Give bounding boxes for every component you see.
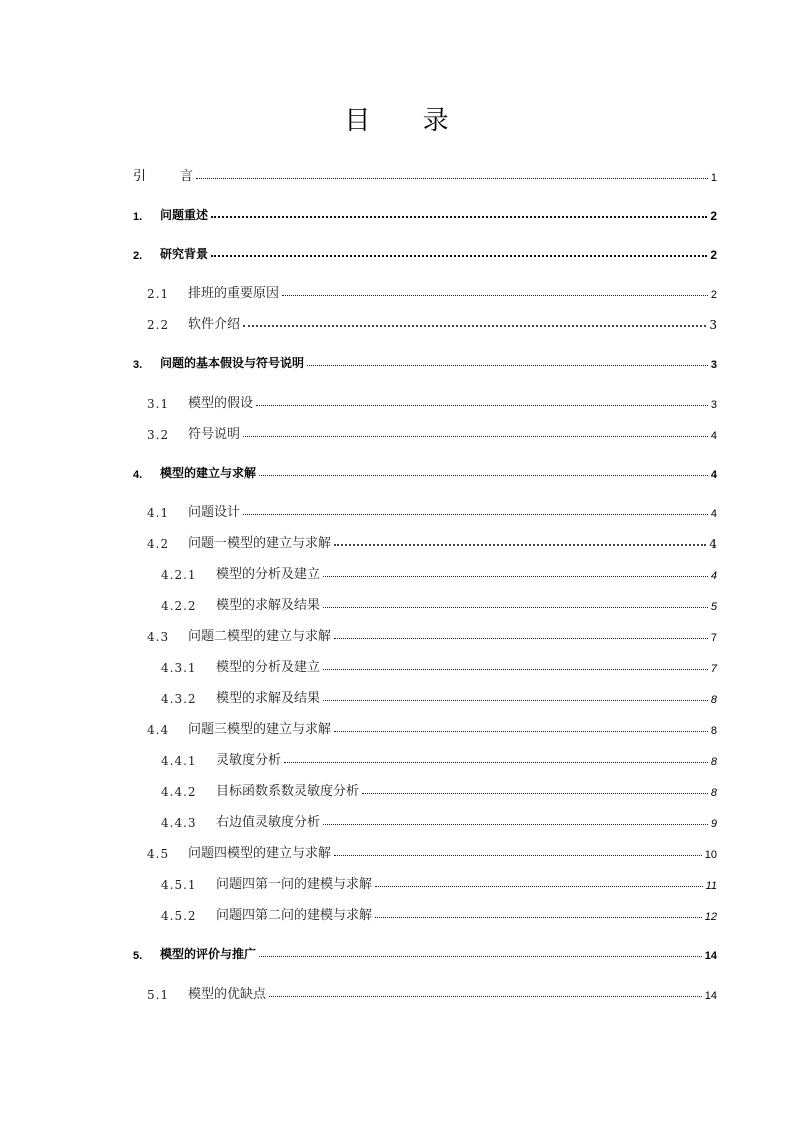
- toc-entry-page: 2: [710, 289, 717, 301]
- toc-entry-4-4[interactable]: [147, 713, 717, 737]
- toc-entry-2-1[interactable]: [147, 277, 717, 301]
- toc-entry-page: 14: [704, 990, 717, 1002]
- toc-entry-number: 4.4.2: [161, 785, 197, 799]
- toc-entry-3[interactable]: [133, 347, 717, 371]
- toc-entry-number: 5.: [133, 950, 143, 962]
- toc-entry-page: 5: [710, 601, 717, 613]
- toc-entry-text: 模型的评价与推广: [160, 947, 257, 961]
- toc-entry-text: 模型的分析及建立: [216, 660, 321, 675]
- toc-entry-page: 4: [710, 469, 717, 481]
- dot-leader: [334, 637, 708, 639]
- dot-leader: [211, 254, 707, 257]
- toc-entry-number: 3.: [133, 359, 143, 371]
- toc-entry-number: 4.5.2: [161, 909, 197, 923]
- toc-entry-page: 4: [709, 537, 717, 551]
- toc-entry-text: 模型的建立与求解: [160, 466, 257, 480]
- dot-leader: [282, 294, 708, 296]
- toc-entry-number: 4.4: [147, 723, 170, 737]
- dot-leader: [323, 823, 708, 825]
- toc-entry-text: 符号说明: [188, 427, 241, 442]
- dot-leader: [259, 955, 702, 957]
- toc-entry-5[interactable]: [133, 938, 717, 962]
- toc-entry-page: 3: [710, 359, 717, 371]
- toc-entry-4-2-2[interactable]: [161, 589, 717, 613]
- toc-entry-number: 4.1: [147, 506, 170, 520]
- toc-entry-number: 4.2.1: [161, 568, 197, 582]
- toc-entry-text: 目标函数系数灵敏度分析: [216, 784, 360, 799]
- toc-entry-page: 8: [710, 787, 717, 799]
- dot-leader: [243, 324, 706, 327]
- toc-entry-4-4-2[interactable]: [161, 775, 717, 799]
- toc-entry-3-1[interactable]: [147, 387, 717, 411]
- toc-entry-intro[interactable]: [133, 160, 717, 184]
- toc-entry-page: 1: [710, 172, 717, 184]
- toc-entry-text: 灵敏度分析: [216, 753, 282, 768]
- toc-entry-text: 问题设计: [188, 505, 241, 520]
- toc-entry-text: 排班的重要原因: [188, 286, 280, 301]
- toc-entry-number: 4.3: [147, 630, 170, 644]
- toc-entry-page: 7: [710, 632, 717, 644]
- toc-entry-2[interactable]: [133, 238, 717, 262]
- toc-entry-number: 1.: [133, 211, 143, 223]
- toc-entry-number: 4.4.1: [161, 754, 197, 768]
- toc-entry-5-1[interactable]: [147, 978, 717, 1002]
- toc-entry-4-5-1[interactable]: [161, 868, 717, 892]
- dot-leader: [284, 761, 708, 763]
- toc-entry-number: 4.5: [147, 847, 170, 861]
- toc-entry-page: 7: [710, 663, 717, 675]
- toc-entry-text: 问题重述: [160, 208, 209, 222]
- toc-entry-number: 2.1: [147, 287, 170, 301]
- toc-entry-text: 问题的基本假设与符号说明: [160, 356, 305, 370]
- dot-leader: [323, 575, 708, 577]
- dot-leader: [375, 916, 702, 918]
- dot-leader: [211, 215, 707, 218]
- toc-entry-text: 软件介绍: [188, 317, 241, 332]
- toc-entry-number: 3.2: [147, 428, 170, 442]
- toc-entry-number: 5.1: [147, 988, 170, 1002]
- toc-entry-text: 模型的求解及结果: [216, 691, 321, 706]
- toc-entry-4-5-2[interactable]: [161, 899, 717, 923]
- toc-entry-text: 问题四第二问的建模与求解: [216, 908, 373, 923]
- toc-entry-page: 4: [710, 508, 717, 520]
- toc-entry-text: 言: [180, 169, 194, 184]
- toc-entry-4-3-2[interactable]: [161, 682, 717, 706]
- dot-leader: [307, 364, 708, 366]
- toc-entry-page: 4: [710, 430, 717, 442]
- dot-leader: [243, 435, 708, 437]
- toc-entry-number: 4.3.1: [161, 661, 197, 675]
- toc-entry-2-2[interactable]: [147, 308, 717, 332]
- dot-leader: [334, 854, 702, 856]
- toc-entry-number: 4.4.3: [161, 816, 197, 830]
- toc-entry-4[interactable]: [133, 457, 717, 481]
- dot-leader: [323, 699, 708, 701]
- toc-entry-page: 12: [704, 911, 717, 923]
- toc-entry-1[interactable]: [133, 199, 717, 223]
- toc-entry-text: 问题四第一问的建模与求解: [216, 877, 373, 892]
- toc-entry-page: 8: [710, 725, 717, 737]
- toc-entry-text: 模型的求解及结果: [216, 598, 321, 613]
- dot-leader: [375, 885, 703, 887]
- toc-entry-page: 2: [710, 248, 717, 262]
- toc-entry-4-1[interactable]: [147, 496, 717, 520]
- toc-entry-page: 11: [705, 880, 717, 892]
- dot-leader: [243, 513, 708, 515]
- toc-entry-number: 3.1: [147, 397, 170, 411]
- toc-entry-number: 4.2.2: [161, 599, 197, 613]
- toc-entry-page: 8: [710, 756, 717, 768]
- dot-leader: [334, 730, 708, 732]
- toc-entry-page: 8: [710, 694, 717, 706]
- toc-entry-4-3[interactable]: [147, 620, 717, 644]
- dot-leader: [334, 543, 706, 546]
- toc-entry-4-2-1[interactable]: [161, 558, 717, 582]
- toc-entry-4-5[interactable]: [147, 837, 717, 861]
- toc-entry-number: 2.: [133, 250, 143, 262]
- dot-leader: [269, 995, 702, 997]
- dot-leader: [256, 404, 708, 406]
- toc-entry-3-2[interactable]: [147, 418, 717, 442]
- toc-entry-text: 问题二模型的建立与求解: [188, 629, 332, 644]
- dot-leader: [362, 792, 708, 794]
- toc-entry-text: 问题三模型的建立与求解: [188, 722, 332, 737]
- toc-entry-page: 4: [710, 570, 717, 582]
- toc-entry-number: 4.3.2: [161, 692, 197, 706]
- toc-entry-page: 3: [709, 318, 717, 332]
- toc-entry-page: 2: [710, 209, 717, 223]
- toc-entry-4-4-1[interactable]: [161, 744, 717, 768]
- dot-leader: [323, 668, 708, 670]
- toc-entry-number: 引: [133, 169, 147, 184]
- toc-entry-page: 3: [710, 399, 717, 411]
- toc-entry-page: 14: [704, 950, 717, 962]
- toc-entry-text: 模型的假设: [188, 396, 254, 411]
- dot-leader: [259, 474, 708, 476]
- toc-entry-page: 10: [704, 849, 717, 861]
- toc-entry-4-4-3[interactable]: [161, 806, 717, 830]
- toc-entry-number: 4.: [133, 469, 143, 481]
- toc-entry-text: 问题一模型的建立与求解: [188, 536, 332, 551]
- toc-entry-number: 4.2: [147, 537, 170, 551]
- toc-entry-number: 2.2: [147, 318, 170, 332]
- toc-entry-text: 右边值灵敏度分析: [216, 815, 321, 830]
- toc-entry-4-2[interactable]: [147, 527, 717, 551]
- toc-entry-page: 9: [710, 818, 717, 830]
- toc-entry-text: 问题四模型的建立与求解: [188, 846, 332, 861]
- toc-entry-text: 研究背景: [160, 247, 209, 261]
- dot-leader: [196, 177, 708, 179]
- toc-entry-text: 模型的分析及建立: [216, 567, 321, 582]
- toc-entry-4-3-1[interactable]: [161, 651, 717, 675]
- toc-entry-number: 4.5.1: [161, 878, 197, 892]
- dot-leader: [323, 606, 708, 608]
- toc-title: 目 录: [344, 106, 471, 136]
- toc-entry-text: 模型的优缺点: [188, 987, 267, 1002]
